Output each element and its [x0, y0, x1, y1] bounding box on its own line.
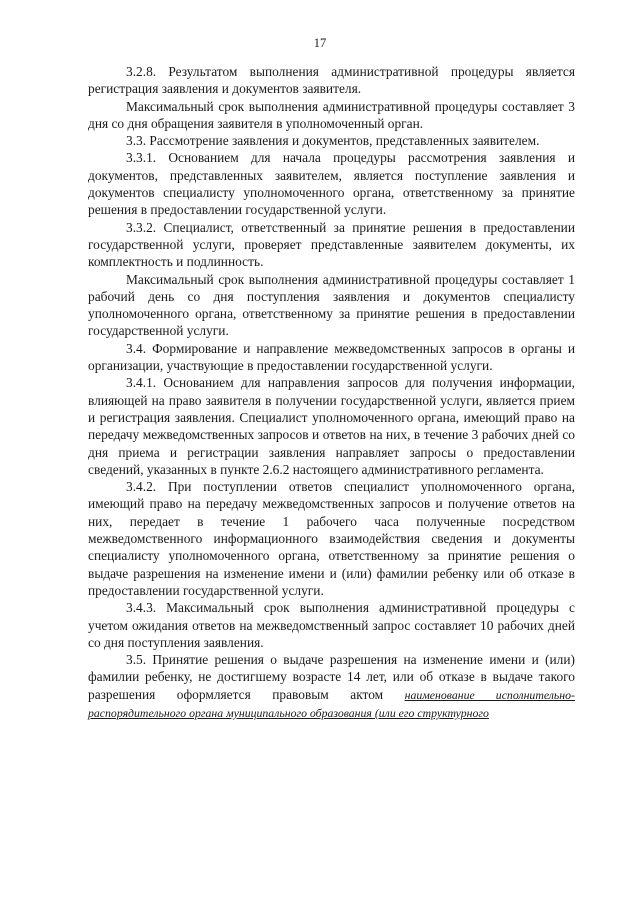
paragraph-3-3-1: 3.3.1. Основанием для начала процедуры рассмотрения заявления и документов, представленных заявителем, является поступление заявления и документов специалисту уполномоченного органа, ответственному за принятие решения в предоставлении государственной услуги.	[88, 150, 575, 218]
paragraph-3-3-2: 3.3.2. Специалист, ответственный за принятие решения в предоставлении государственной услуги, проверяет представленные заявителем документы, их комплектность и подлинность.	[88, 219, 575, 270]
paragraph-3-3: 3.3. Рассмотрение заявления и документов, представленных заявителем.	[126, 133, 540, 149]
page-number: 17	[313, 36, 327, 50]
paragraph-3-4-1: 3.4.1. Основанием для направления запросов для получения информации, влияющей на право заявителя в получении государственной услуги, является прием и регистрация заявления. Специалист уполномоченного органа, имеющий право на передачу межведомственных запросов и ответов на них, в течение 3 рабочих дней со дня приема и регистрации заявления направляет запросы о предоставлении сведений, указанных в пункте 2.6.2 настоящего административного регламента.	[88, 375, 575, 477]
paragraph-3-4-3: 3.4.3. Максимальный срок выполнения административной процедуры с учетом ожидания ответов на межведомственный запрос составляет 10 рабочих дней со дня поступления заявления.	[88, 600, 575, 650]
paragraph-3-4-2: 3.4.2. При поступлении ответов специалист уполномоченного органа, имеющий право на передачу межведомственных запросов и получение ответов на них, передает в течение 1 рабочего часа полученные посредством межведомственного информационного взаимодействия сведения и документы специалисту уполномоченного органа, ответственному за принятие решения о выдаче разрешения на изменение имени и (или) фамилии ребенку или об отказе в предоставлении государственной услуги.	[88, 479, 575, 598]
paragraph-3-5-text: 3.5. Принятие решения о выдаче разрешения на изменение имени и (или) фамилии ребенку, не достигшему возрасте 14 лет, или об отказе в выдаче такого разрешения оформляется правовым актом	[88, 652, 575, 702]
paragraph-3-3-2-deadline: Максимальный срок выполнения административной процедуры составляет 1 рабочий день со дня поступления заявления и документов специалисту уполномоченного органа, ответственному за принятие решения в предоставлении государственной услуги.	[88, 271, 575, 339]
paragraph-3-2-8: 3.2.8. Результатом выполнения административной процедуры является регистрация заявления и документов заявителя.	[88, 64, 575, 97]
paragraph-3-4: 3.4. Формирование и направление межведомственных запросов в органы и организации, участвующие в предоставлении государственной услуги.	[88, 340, 575, 374]
paragraph-3-5-reference: наименование исполнительно-распорядительного органа муниципального образования (или его структурного	[88, 687, 575, 720]
paragraph-3-2-8-deadline: Максимальный срок выполнения административной процедуры составляет 3 дня со дня обращения заявителя в уполномоченный орган.	[88, 98, 575, 131]
document-body	[88, 63, 575, 722]
paragraph-3-5	[88, 651, 575, 722]
